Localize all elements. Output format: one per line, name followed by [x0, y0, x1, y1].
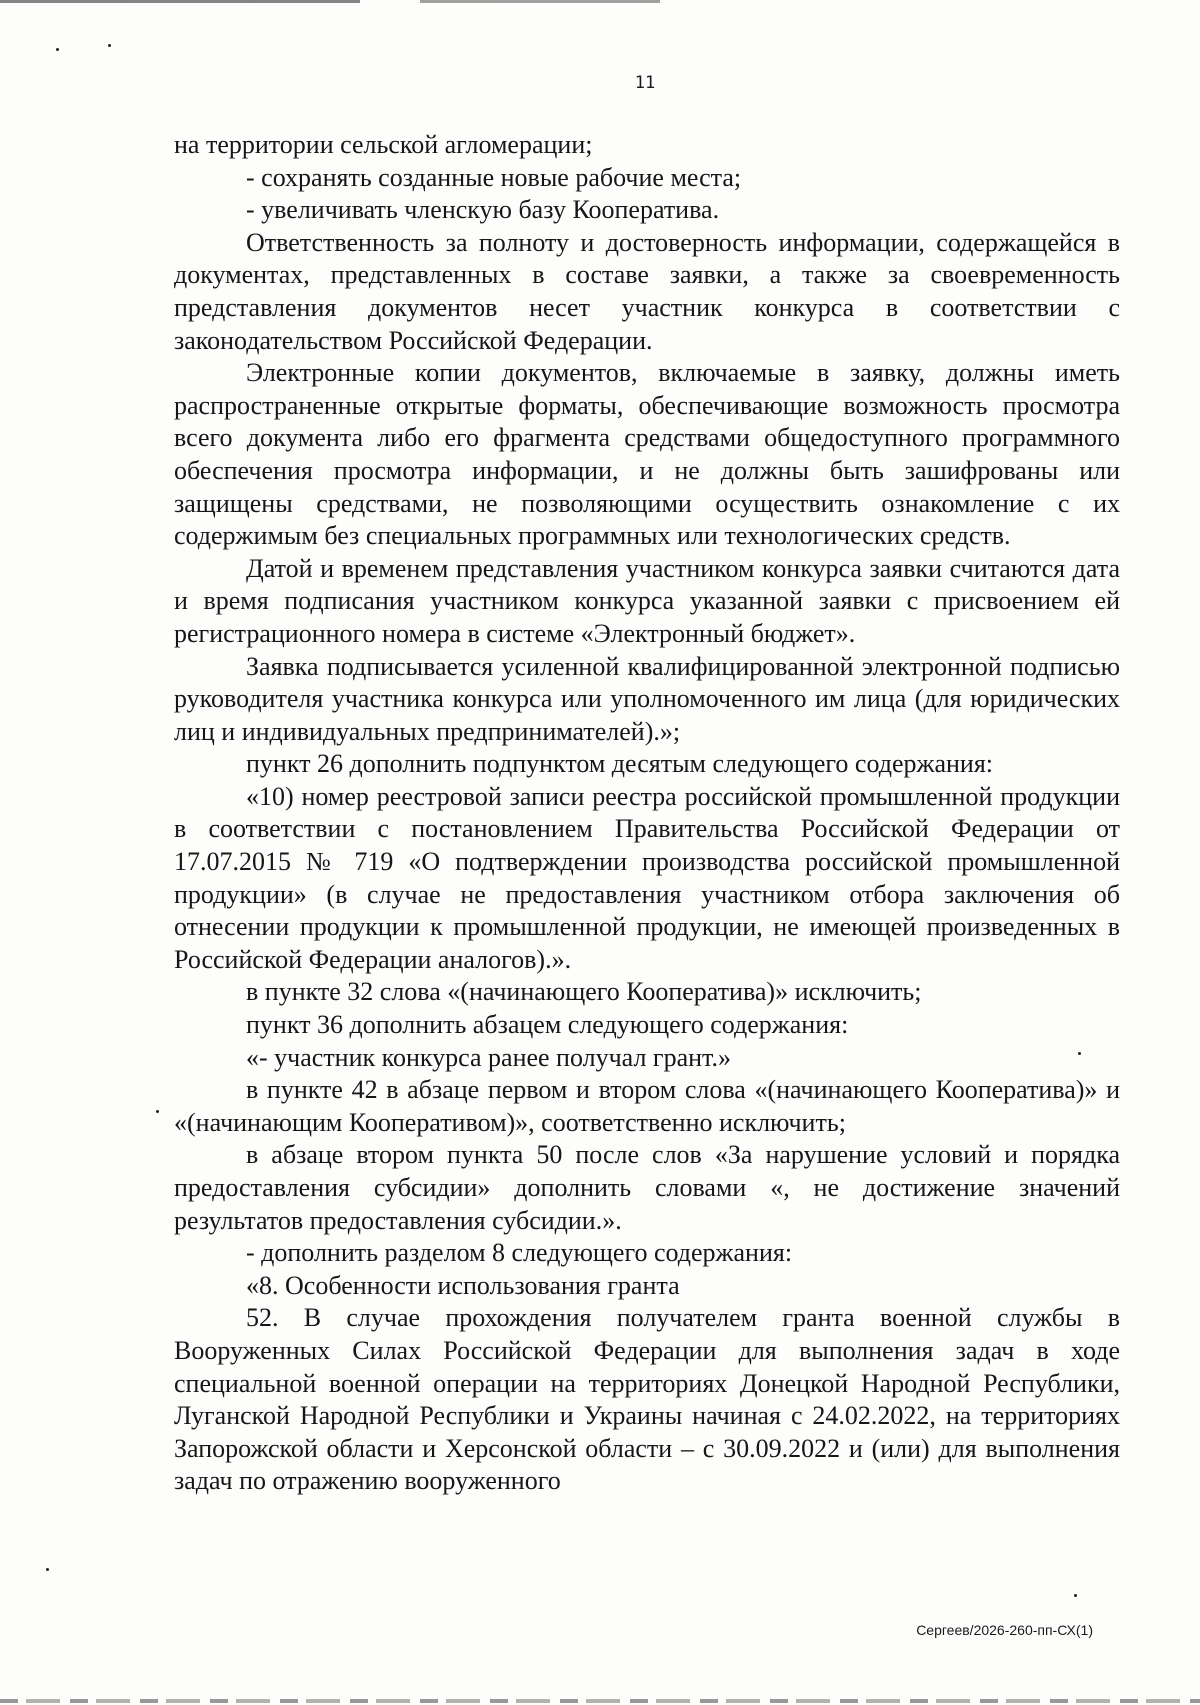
paragraph: Заявка подписывается усиленной квалифицированной электронной подписью руководителя участника конкурса или уполномоченного им лица (для юридических лиц и индивидуальных предпринимателей).»; — [174, 651, 1120, 746]
paragraph: 52. В случае прохождения получателем гранта военной службы в Вооруженных Силах Российской Федерации для выполнения задач в ходе специальной военной операции на территориях Донецкой Народной Республики, Луганской Народной Республики и Украины начиная с 24.02.2022, на территориях Запорожской области и Херсонской области – с 30.09.2022 и (или) для выполнения задач по отражению вооруженного — [174, 1303, 1120, 1496]
scan-speck — [56, 48, 59, 51]
scan-speck — [108, 44, 111, 47]
paragraph: - увеличивать членскую базу Кооператива. — [246, 195, 720, 225]
scan-edge-bottom — [0, 1699, 1200, 1703]
paragraph: - дополнить разделом 8 следующего содержания: — [246, 1238, 793, 1268]
paragraph: - сохранять созданные новые рабочие места; — [246, 162, 742, 192]
paragraph: пункт 36 дополнить абзацем следующего содержания: — [246, 1010, 849, 1040]
paragraph: «10) номер реестровой записи реестра российской промышленной продукции в соответствии с постановлением Правительства Российской Федерации от 17.07.2015 № 719 «О подтверждении производства российской промышленной продукции» (в случае не предоставления участником отбора заключения об отнесении продукции к промышленной продукции, не имеющей произведенных в Российской Федерации аналогов).». — [174, 781, 1120, 974]
paragraph: Ответственность за полноту и достоверность информации, содержащейся в документах, представленных в составе заявки, а также за своевременность представления документов несет участник конкурса в соответствии с законодательством Российской Федерации. — [174, 227, 1120, 355]
paragraph: на территории сельской агломерации; — [174, 130, 593, 159]
document-reference: Сергеев/2026-260-пп-СХ(1) — [916, 1622, 1093, 1638]
paragraph: пункт 26 дополнить подпунктом десятым следующего содержания: — [246, 749, 994, 779]
scan-speck — [156, 1110, 159, 1113]
page-number: 11 — [634, 73, 656, 93]
scan-edge-top — [0, 0, 1200, 3]
paragraph: в пункте 32 слова «(начинающего Кооператива)» исключить; — [246, 977, 922, 1007]
paragraph: Датой и временем представления участником конкурса заявки считаются дата и время подписания участником конкурса указанной заявки с присвоением ей регистрационного номера в системе «Электронный бюджет». — [174, 553, 1120, 648]
scan-speck — [46, 1568, 49, 1571]
paragraph: в пункте 42 в абзаце первом и втором слова «(начинающего Кооператива)» и «(начинающим Кооперативом)», соответственно исключить; — [174, 1075, 1120, 1137]
paragraph: в абзаце втором пункта 50 после слов «За нарушение условий и порядка предоставления субсидии» дополнить словами «, не достижение значений результатов предоставления субсидии.». — [174, 1140, 1120, 1235]
paragraph: «8. Особенности использования гранта — [246, 1270, 680, 1300]
scan-speck — [1074, 1594, 1077, 1597]
document-body — [174, 129, 1120, 1498]
paragraph: «- участник конкурса ранее получал грант.» — [246, 1042, 731, 1072]
paragraph: Электронные копии документов, включаемые в заявку, должны иметь распространенные открытые форматы, обеспечивающие возможность просмотра всего документа либо его фрагмента средствами общедоступного программного обеспечения просмотра информации, и не должны быть зашифрованы или защищены средствами, не позволяющими осуществить ознакомление с их содержимым без специальных программных или технологических средств. — [174, 358, 1120, 551]
